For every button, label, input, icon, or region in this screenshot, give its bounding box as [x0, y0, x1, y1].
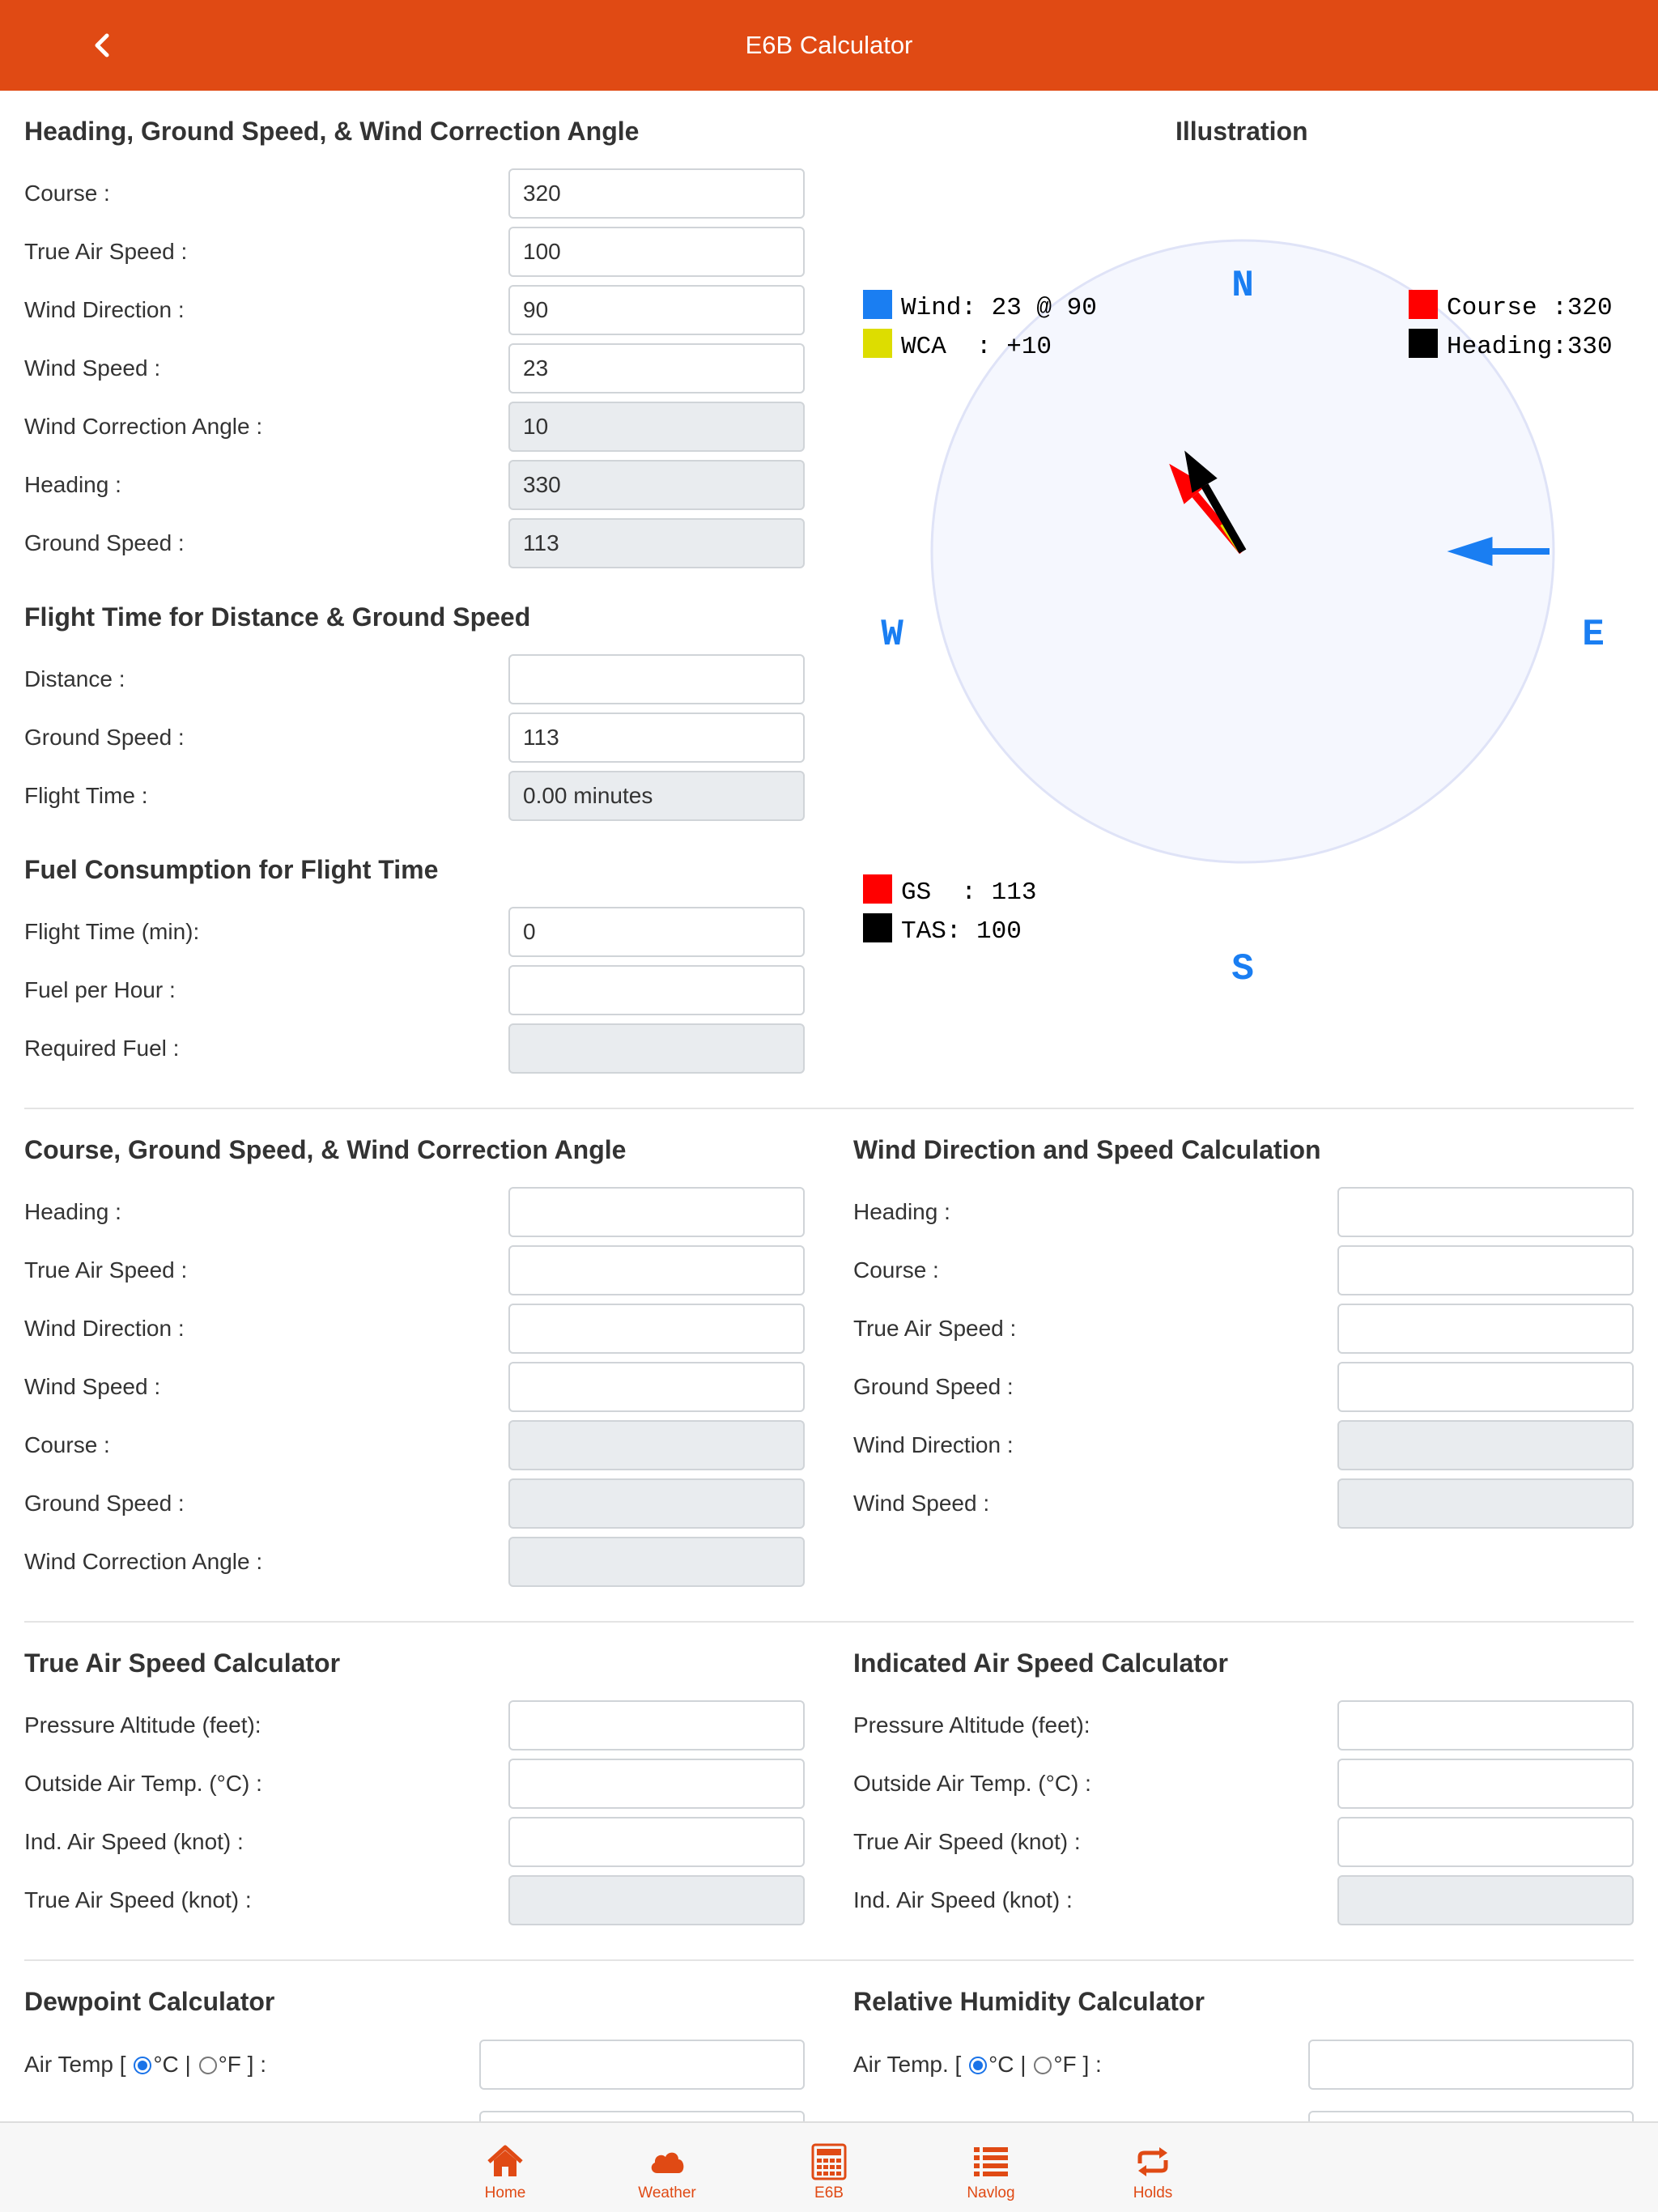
humidity-air-temp-input[interactable]: [1308, 2040, 1634, 2090]
legend-heading-text: Heading:330: [1447, 333, 1613, 361]
dewpoint-fahrenheit-label: °F ] :: [218, 2052, 266, 2077]
cgs-true-air-speed-label: True Air Speed :: [24, 1257, 188, 1283]
hgs-wind-correction-angle-input: 10: [508, 402, 805, 452]
cgs-ground-speed-input: [508, 1478, 805, 1529]
tas_calc-true-air-speed-knot-input: [508, 1875, 805, 1925]
calculator-icon: [810, 2142, 848, 2181]
scroll-content[interactable]: [0, 91, 1658, 2121]
hgs-ground-speed-input: 113: [508, 518, 805, 568]
cgs-ground-speed-label: Ground Speed :: [24, 1491, 185, 1516]
tas_calc-pressure-altitude-feet-label: Pressure Altitude (feet):: [24, 1712, 261, 1738]
fuel-flight-time-min-label: Flight Time (min):: [24, 919, 200, 944]
tab-e6b-label: E6B: [814, 2184, 844, 2201]
divider: [24, 1108, 1634, 1109]
legend-gs-swatch: [863, 874, 892, 904]
hgs-true-air-speed-input[interactable]: 100: [508, 227, 805, 277]
cgs-course-label: Course :: [24, 1432, 110, 1457]
hgs-heading-label: Heading :: [24, 472, 121, 497]
flight_time-flight-time-input: 0.00 minutes: [508, 771, 805, 821]
tab-home-label: Home: [484, 2184, 526, 2201]
flight_time-distance-label: Distance :: [24, 666, 125, 691]
wind_calc-wind-speed-label: Wind Speed :: [853, 1491, 990, 1516]
section-title-fuel: Fuel Consumption for Flight Time: [24, 855, 439, 884]
legend-wind-swatch: [863, 290, 892, 319]
wind_calc-heading-label: Heading :: [853, 1199, 950, 1224]
divider: [24, 1621, 1634, 1623]
compass-east-label: E: [1582, 614, 1605, 656]
legend-course-text: Course :320: [1447, 294, 1613, 322]
page-title: E6B Calculator: [745, 31, 913, 59]
ias_calc-ind-air-speed-knot-label: Ind. Air Speed (knot) :: [853, 1887, 1073, 1912]
legend-wca-text: WCA : +10: [901, 333, 1052, 361]
section-title-illustration: Illustration: [1175, 117, 1308, 146]
section-title-hgs: Heading, Ground Speed, & Wind Correction Angle: [24, 117, 640, 146]
humidity-fahrenheit-label: °F ] :: [1053, 2052, 1102, 2077]
legend-gs-text: GS : 113: [901, 878, 1037, 907]
tab-e6b[interactable]: [764, 2123, 894, 2212]
hgs-wind-direction-input[interactable]: 90: [508, 285, 805, 335]
legend-tas-swatch: [863, 913, 892, 942]
wind_calc-true-air-speed-label: True Air Speed :: [853, 1316, 1017, 1341]
legend-heading-swatch: [1409, 329, 1438, 358]
ias_calc-pressure-altitude-feet-label: Pressure Altitude (feet):: [853, 1712, 1090, 1738]
tab-weather-label: Weather: [638, 2184, 696, 2201]
wind_calc-wind-direction-label: Wind Direction :: [853, 1432, 1014, 1457]
cgs-wind-correction-angle-input: [508, 1537, 805, 1587]
wind_calc-course-input[interactable]: [1337, 1245, 1634, 1295]
hgs-ground-speed-label: Ground Speed :: [24, 530, 185, 555]
wind_calc-ground-speed-label: Ground Speed :: [853, 1374, 1014, 1399]
tas_calc-ind-air-speed-knot-input[interactable]: [508, 1817, 805, 1867]
hgs-course-input[interactable]: 320: [508, 168, 805, 219]
cgs-wind-speed-input[interactable]: [508, 1362, 805, 1412]
wind_calc-wind-speed-input: [1337, 1478, 1634, 1529]
dewpoint-fahrenheit-radio[interactable]: [199, 2057, 217, 2074]
humidity-celsius-label: °C |: [988, 2052, 1027, 2077]
hgs-wind-correction-angle-label: Wind Correction Angle :: [24, 414, 263, 439]
legend-wind-text: Wind: 23 @ 90: [901, 294, 1097, 322]
legend-tas-text: TAS: 100: [901, 917, 1022, 946]
ias_calc-ind-air-speed-knot-input: [1337, 1875, 1634, 1925]
cgs-true-air-speed-input[interactable]: [508, 1245, 805, 1295]
section-title-flight-time: Flight Time for Distance & Ground Speed: [24, 602, 531, 632]
humidity-next-input[interactable]: [1308, 2111, 1634, 2121]
hgs-course-label: Course :: [24, 181, 110, 206]
tab-home[interactable]: [440, 2123, 570, 2212]
tas_calc-ind-air-speed-knot-label: Ind. Air Speed (knot) :: [24, 1829, 244, 1854]
ias_calc-pressure-altitude-feet-input[interactable]: [1337, 1700, 1634, 1750]
tab-holds-label: Holds: [1133, 2184, 1173, 2201]
tab-navlog-label: Navlog: [967, 2184, 1015, 2201]
wind_calc-heading-input[interactable]: [1337, 1187, 1634, 1237]
home-icon: [486, 2142, 525, 2181]
header-bar: [0, 0, 1658, 91]
cgs-wind-direction-label: Wind Direction :: [24, 1316, 185, 1341]
dewpoint-celsius-radio[interactable]: [134, 2057, 151, 2074]
ias_calc-outside-air-temp-c-label: Outside Air Temp. (°C) :: [853, 1771, 1091, 1796]
hgs-heading-input: 330: [508, 460, 805, 510]
cgs-wind-direction-input[interactable]: [508, 1304, 805, 1354]
flight_time-ground-speed-label: Ground Speed :: [24, 725, 185, 750]
tab-holds[interactable]: [1088, 2123, 1218, 2212]
compass-south-label: S: [1231, 948, 1254, 990]
tab-navlog[interactable]: [926, 2123, 1056, 2212]
section-title-dewpoint: Dewpoint Calculator: [24, 1987, 275, 2016]
fuel-fuel-per-hour-input[interactable]: [508, 965, 805, 1015]
wind_calc-ground-speed-input[interactable]: [1337, 1362, 1634, 1412]
humidity-air-temp-label: [853, 2040, 1102, 2089]
cgs-heading-label: Heading :: [24, 1199, 121, 1224]
cgs-course-input: [508, 1420, 805, 1470]
fuel-fuel-per-hour-label: Fuel per Hour :: [24, 977, 176, 1002]
bottom-tab-bar: [0, 2121, 1658, 2212]
wind_calc-true-air-speed-input[interactable]: [1337, 1304, 1634, 1354]
humidity-air-temp-prefix: Air Temp. [: [853, 2052, 962, 2077]
divider: [24, 1959, 1634, 1961]
wind-triangle-illustration: [842, 172, 1652, 1014]
cgs-wind-correction-angle-label: Wind Correction Angle :: [24, 1549, 263, 1574]
section-title-humidity: Relative Humidity Calculator: [853, 1987, 1205, 2016]
flight_time-distance-input[interactable]: [508, 654, 805, 704]
legend-wca-swatch: [863, 329, 892, 358]
cgs-wind-speed-label: Wind Speed :: [24, 1374, 161, 1399]
dewpoint-air-temp-input[interactable]: [479, 2040, 805, 2090]
wind_calc-wind-direction-input: [1337, 1420, 1634, 1470]
legend-course-swatch: [1409, 290, 1438, 319]
ias_calc-true-air-speed-knot-input[interactable]: [1337, 1817, 1634, 1867]
humidity-fahrenheit-radio[interactable]: [1034, 2057, 1052, 2074]
fuel-required-fuel-input: [508, 1023, 805, 1074]
flight_time-flight-time-label: Flight Time :: [24, 783, 148, 808]
cgs-heading-input[interactable]: [508, 1187, 805, 1237]
dewpoint-next-input[interactable]: [479, 2111, 805, 2121]
tas_calc-outside-air-temp-c-label: Outside Air Temp. (°C) :: [24, 1771, 262, 1796]
section-title-cgs: Course, Ground Speed, & Wind Correction Angle: [24, 1135, 627, 1164]
hgs-wind-speed-label: Wind Speed :: [24, 355, 161, 381]
list-icon: [971, 2142, 1010, 2181]
compass-north-label: N: [1231, 265, 1254, 307]
dewpoint-celsius-label: °C |: [153, 2052, 191, 2077]
hgs-true-air-speed-label: True Air Speed :: [24, 239, 188, 264]
tas_calc-true-air-speed-knot-label: True Air Speed (knot) :: [24, 1887, 252, 1912]
tas_calc-pressure-altitude-feet-input[interactable]: [508, 1700, 805, 1750]
fuel-required-fuel-label: Required Fuel :: [24, 1036, 180, 1061]
section-title-tas-calc: True Air Speed Calculator: [24, 1648, 341, 1678]
tab-weather[interactable]: [602, 2123, 732, 2212]
fuel-flight-time-min-input[interactable]: 0: [508, 907, 805, 957]
flight_time-ground-speed-input[interactable]: 113: [508, 713, 805, 763]
humidity-celsius-radio[interactable]: [969, 2057, 987, 2074]
hgs-wind-direction-label: Wind Direction :: [24, 297, 185, 322]
compass-west-label: W: [881, 614, 903, 656]
section-title-ias-calc: Indicated Air Speed Calculator: [853, 1648, 1228, 1678]
section-title-wind-calc: Wind Direction and Speed Calculation: [853, 1135, 1321, 1164]
dewpoint-air-temp-prefix: Air Temp [: [24, 2052, 126, 2077]
holds-loop-icon: [1133, 2142, 1172, 2181]
tas_calc-outside-air-temp-c-input[interactable]: [508, 1759, 805, 1809]
ias_calc-outside-air-temp-c-input[interactable]: [1337, 1759, 1634, 1809]
wind_calc-course-label: Course :: [853, 1257, 939, 1283]
hgs-wind-speed-input[interactable]: 23: [508, 343, 805, 393]
cloud-icon: [648, 2142, 687, 2181]
ias_calc-true-air-speed-knot-label: True Air Speed (knot) :: [853, 1829, 1081, 1854]
dewpoint-air-temp-label: [24, 2040, 266, 2089]
